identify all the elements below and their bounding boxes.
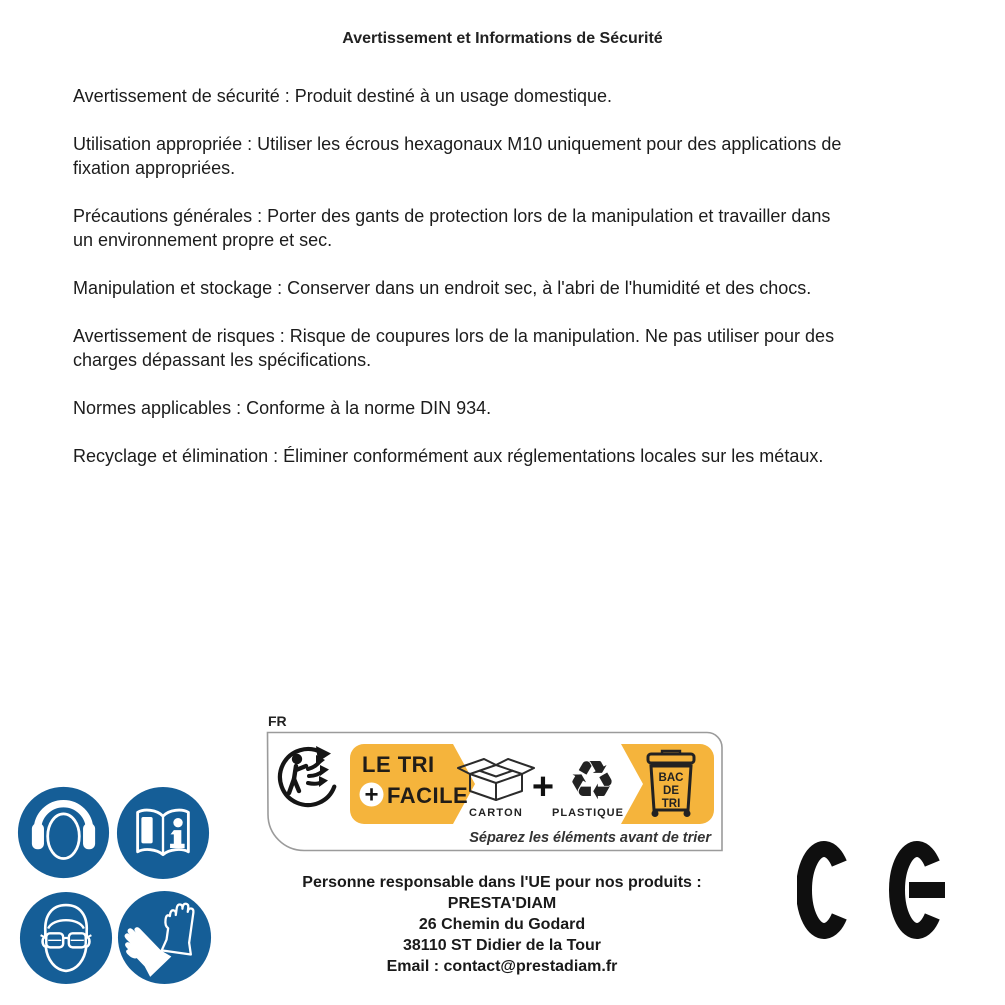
read-manual-icon xyxy=(116,786,210,880)
paragraph-standards xyxy=(73,396,841,420)
eu-contact-city: 38110 ST Didier de la Tour xyxy=(403,937,601,954)
ear-protection-icon xyxy=(17,786,110,879)
headline-line1: LE TRI xyxy=(362,752,435,777)
material-label-plastique: PLASTIQUE xyxy=(552,807,624,819)
paragraph-line: fixation appropriées. xyxy=(73,158,236,178)
paragraph-line: Utilisation appropriée : Utiliser les écrous hexagonaux M10 uniquement pour des applications de xyxy=(73,134,842,154)
sorting-note: Séparez les éléments avant de trier xyxy=(469,830,711,846)
recycling-triangle-icon: ♻ xyxy=(567,751,617,811)
country-code-label: FR xyxy=(268,713,287,729)
eu-contact-company: PRESTA'DIAM xyxy=(447,895,557,912)
paragraph-general-precautions xyxy=(73,204,841,252)
paragraph-line: un environnement propre et sec. xyxy=(73,230,333,250)
paragraph-risk-warning xyxy=(73,324,841,372)
plus-separator: + xyxy=(531,766,555,808)
paragraph-line: Normes applicables : Conforme à la norme DIN 934. xyxy=(73,398,492,418)
bin-text-line2: DE xyxy=(663,785,679,797)
plus-badge-sign: + xyxy=(364,781,379,809)
paragraph-line: Manipulation et stockage : Conserver dans un endroit sec, à l'abri de l'humidité et des chocs. xyxy=(73,278,812,298)
sorting-label xyxy=(266,713,725,858)
protective-gloves-icon xyxy=(117,890,212,985)
eu-contact-block xyxy=(272,872,732,977)
paragraph-line: Avertissement de sécurité : Produit destiné à un usage domestique. xyxy=(73,86,612,106)
bin-text-line1: BAC xyxy=(658,772,684,784)
safety-text-block xyxy=(73,84,841,492)
paragraph-handling-storage xyxy=(73,276,841,300)
paragraph-safety-warning xyxy=(73,84,841,108)
material-label-carton: CARTON xyxy=(468,807,524,819)
paragraph-line: Précautions générales : Porter des gants de protection lors de la manipulation et travailler dans xyxy=(73,206,831,226)
bin-text-line3: TRI xyxy=(661,798,681,810)
eye-protection-icon xyxy=(19,891,113,985)
eu-contact-heading: Personne responsable dans l'UE pour nos produits : xyxy=(302,874,702,891)
paragraph-recycling xyxy=(73,444,841,468)
eu-contact-street: 26 Chemin du Godard xyxy=(418,916,586,933)
eu-contact-email: Email : contact@prestadiam.fr xyxy=(386,958,618,975)
headline-line2: FACILE xyxy=(387,783,469,808)
paragraph-line: Avertissement de risques : Risque de coupures lors de la manipulation. Ne pas utiliser pour des xyxy=(73,326,835,346)
paragraph-line: charges dépassant les spécifications. xyxy=(73,350,372,370)
paragraph-appropriate-use xyxy=(73,132,841,180)
paragraph-line: Recyclage et élimination : Éliminer conformément aux réglementations locales sur les métaux. xyxy=(73,446,824,466)
page-title: Avertissement et Informations de Sécurité xyxy=(342,30,663,47)
info-tri-graphic xyxy=(266,731,725,853)
ce-mark-icon xyxy=(797,840,947,940)
